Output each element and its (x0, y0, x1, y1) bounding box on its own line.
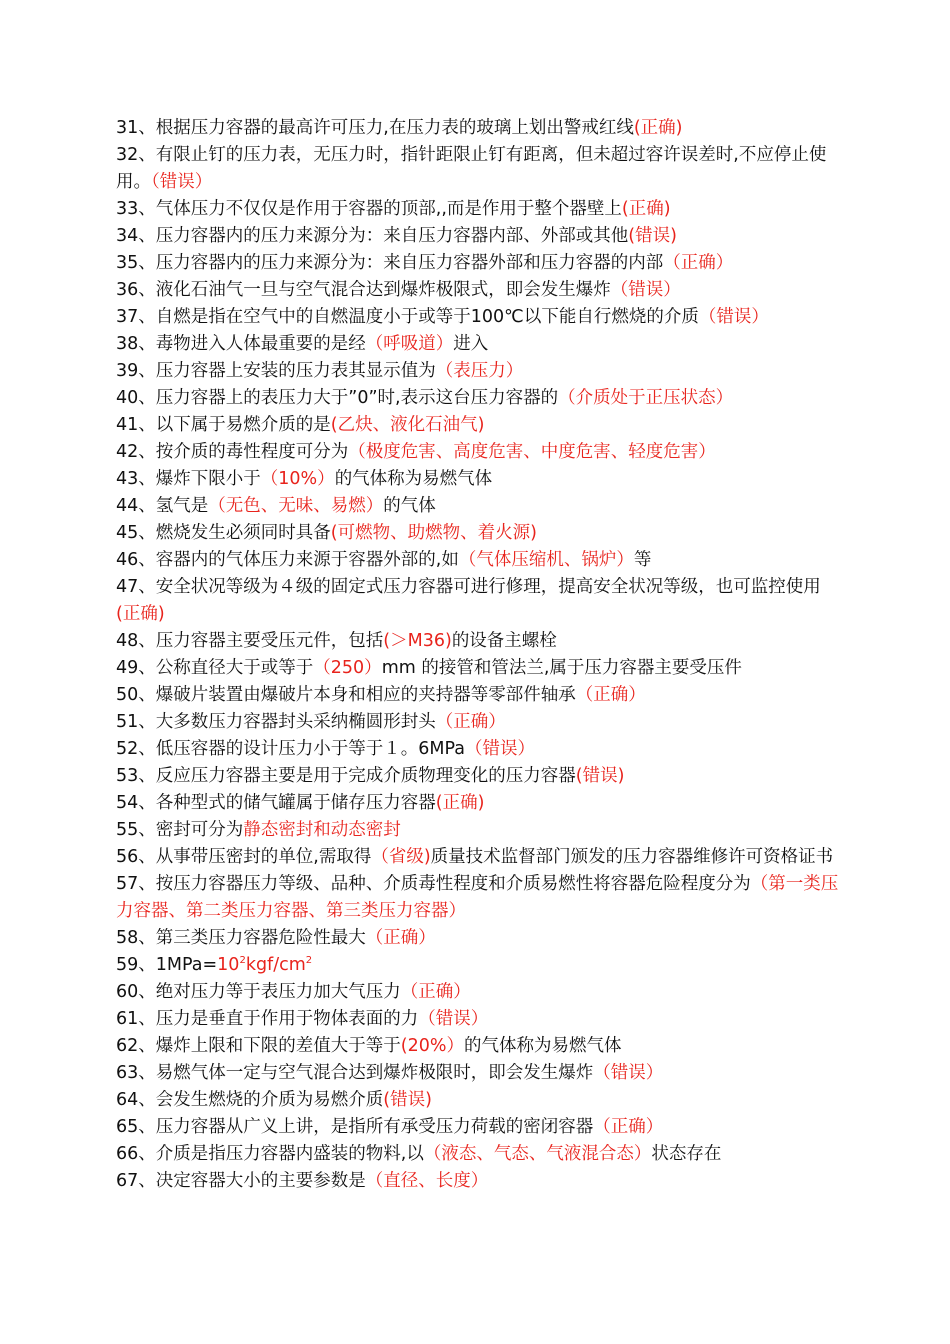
question-item (116, 871, 840, 925)
answer-text: (错误) (628, 226, 677, 246)
question-item-59 (116, 952, 840, 979)
question-text: 50、爆破片装置由爆破片本身和相应的夹持器等零部件轴承 (116, 685, 576, 705)
question-item (116, 439, 840, 466)
question-text: 34、压力容器内的压力来源分为：来自压力容器内部、外部或其他 (116, 226, 629, 246)
answer-text: （错误） (418, 1009, 489, 1029)
question-tail-text: 的设备主螺栓 (451, 631, 557, 651)
question-item (116, 277, 840, 304)
question-text: 58、第三类压力容器危险性最大 (116, 928, 366, 948)
question-item (116, 979, 840, 1006)
question-item (116, 574, 840, 628)
question-item (116, 1141, 840, 1168)
answer-text: (＞M36) (383, 631, 452, 651)
question-text: 37、自燃是指在空气中的自燃温度小于或等于100℃以下能自行燃烧的介质 (116, 307, 699, 327)
question-text: 40、压力容器上的表压力大于”0”时,表示这台压力容器的 (116, 388, 559, 408)
question-text: 60、绝对压力等于表压力加大气压力 (116, 982, 401, 1002)
answer-text: （错误） (593, 1063, 664, 1083)
question-text: 53、反应压力容器主要是用于完成介质物理变化的压力容器 (116, 766, 576, 786)
answer-text: （气体压缩机、锅炉） (458, 550, 634, 570)
question-text: 32、有限止钉的压力表，无压力时，指针距限止钉有距离，但未超过容许误差时,不应停止使用。 (116, 145, 827, 192)
question-item (116, 655, 840, 682)
question-item (116, 817, 840, 844)
answer-text: $10^2kgf/cm^2$ (217, 955, 313, 975)
question-text: 51、大多数压力容器封头采纳椭圆形封头 (116, 712, 436, 732)
question-item (116, 223, 840, 250)
question-tail-text: 进入 (453, 334, 489, 354)
question-text: 62、爆炸上限和下限的差值大于等于 (116, 1036, 401, 1056)
answer-text: (正确) (116, 604, 165, 624)
question-list-60-67 (116, 979, 840, 1195)
question-tail-text: 的气体称为易燃气体 (334, 469, 493, 489)
question-item (116, 736, 840, 763)
question-item (116, 250, 840, 277)
question-tail-text: 的气体称为易燃气体 (464, 1036, 622, 1056)
question-item (116, 682, 840, 709)
question-item (116, 385, 840, 412)
question-text: 64、会发生燃烧的介质为易燃介质 (116, 1090, 384, 1110)
answer-text: （正确） (435, 712, 506, 732)
answer-text: （正确） (663, 253, 734, 273)
answer-text: (乙炔、液化石油气) (330, 415, 485, 435)
question-text: 59、1MPa= (116, 955, 218, 975)
answer-text: (错误) (575, 766, 625, 786)
question-tail-text: 的气体 (383, 496, 436, 516)
answer-text: （10%） (260, 469, 335, 489)
answer-text: （无色、无味、易燃） (208, 496, 384, 516)
answer-text: （液态、气态、气液混合态） (423, 1144, 652, 1164)
question-item (116, 466, 840, 493)
answer-text: （错误） (698, 307, 769, 327)
answer-text: (20%） (400, 1036, 465, 1056)
answer-text: （错误） (610, 280, 681, 300)
question-text: 35、压力容器内的压力来源分为：来自压力容器外部和压力容器的内部 (116, 253, 664, 273)
question-item (116, 1033, 840, 1060)
question-tail-text: 质量技术监督部门颁发的压力容器维修许可资格证书 (430, 847, 834, 867)
question-item (116, 304, 840, 331)
answer-text: （极度危害、高度危害、中度危害、轻度危害） (348, 442, 716, 462)
question-text: 63、易燃气体一定与空气混合达到爆炸极限时，即会发生爆炸 (116, 1063, 594, 1083)
question-tail-text: 等 (633, 550, 652, 570)
answer-text: （表压力） (435, 361, 524, 381)
answer-text: （第一类压力容器、第二类压力容器、第三类压力容器） (116, 874, 839, 921)
question-item (116, 628, 840, 655)
question-text: 45、燃烧发生必须同时具备 (116, 523, 331, 543)
question-text: 65、压力容器从广义上讲，是指所有承受压力荷载的密闭容器 (116, 1117, 594, 1137)
question-text: 43、爆炸下限小于 (116, 469, 261, 489)
question-item (116, 493, 840, 520)
question-item (116, 412, 840, 439)
question-text: 48、压力容器主要受压元件，包括 (116, 631, 384, 651)
question-text: 49、公称直径大于或等于 (116, 658, 314, 678)
answer-text: （正确） (400, 982, 471, 1002)
question-text: 36、液化石油气一旦与空气混合达到爆炸极限式，即会发生爆炸 (116, 280, 611, 300)
answer-text: （250） (313, 658, 382, 678)
question-tail-text: 状态存在 (651, 1144, 722, 1164)
answer-text: (正确) (633, 118, 683, 138)
question-text: 57、按压力容器压力等级、品种、介质毒性程度和介质易燃性将容器危险程度分为 (116, 874, 751, 894)
question-item (116, 1060, 840, 1087)
answer-text: （正确） (575, 685, 646, 705)
question-text: 44、氢气是 (116, 496, 209, 516)
answer-text: (可燃物、助燃物、着火源) (330, 523, 537, 543)
question-text: 47、安全状况等级为４级的固定式压力容器可进行修理，提高安全状况等级，也可监控使用 (116, 577, 821, 597)
question-item (116, 1006, 840, 1033)
question-item (116, 142, 840, 196)
question-text: 66、介质是指压力容器内盛装的物料,以 (116, 1144, 424, 1164)
question-item (116, 790, 840, 817)
question-item (116, 1168, 840, 1195)
question-text: 67、决定容器大小的主要参数是 (116, 1171, 366, 1191)
document-page (116, 115, 840, 1195)
answer-text: （错误） (465, 739, 535, 759)
question-text: 55、密封可分为 (116, 820, 244, 840)
question-item (116, 1087, 840, 1114)
question-text: 31、根据压力容器的最高许可压力,在压力表的玻璃上划出警戒红线 (116, 118, 634, 138)
question-text: 41、以下属于易燃介质的是 (116, 415, 331, 435)
question-text: 38、毒物进入人体最重要的是经 (116, 334, 366, 354)
question-text: 39、压力容器上安装的压力表其显示值为 (116, 361, 436, 381)
question-text: 46、容器内的气体压力来源于容器外部的,如 (116, 550, 459, 570)
question-text: 42、按介质的毒性程度可分为 (116, 442, 349, 462)
answer-text: （省级) (371, 847, 431, 867)
question-item (116, 358, 840, 385)
question-text: 54、各种型式的储气罐属于储存压力容器 (116, 793, 436, 813)
question-item (116, 925, 840, 952)
question-item (116, 115, 840, 142)
question-text: 52、低压容器的设计压力小于等于１。6MPa (116, 739, 465, 759)
question-text: 56、从事带压密封的单位,需取得 (116, 847, 372, 867)
answer-text: (错误) (383, 1090, 432, 1110)
answer-text: （正确） (365, 928, 436, 948)
answer-text: （呼吸道） (365, 334, 454, 354)
answer-text: （错误） (151, 172, 213, 192)
answer-text: 静态密封和动态密封 (243, 820, 401, 840)
question-item (116, 520, 840, 547)
question-text: 61、压力是垂直于作用于物体表面的力 (116, 1009, 419, 1029)
question-tail-text: mm 的接管和管法兰,属于压力容器主要受压件 (381, 658, 742, 678)
question-item (116, 763, 840, 790)
question-item (116, 1114, 840, 1141)
question-text: 33、气体压力不仅仅是作用于容器的顶部,,而是作用于整个器壁上 (116, 199, 622, 219)
question-item (116, 709, 840, 736)
question-item (116, 844, 840, 871)
answer-text: （正确） (593, 1117, 664, 1137)
question-item (116, 331, 840, 358)
answer-text: (正确) (435, 793, 485, 813)
answer-text: （直径、长度） (365, 1171, 489, 1191)
question-list-31-58 (116, 115, 840, 952)
answer-text: （介质处于正压状态） (558, 388, 734, 408)
question-item (116, 547, 840, 574)
answer-text: (正确) (621, 199, 671, 219)
question-item (116, 196, 840, 223)
